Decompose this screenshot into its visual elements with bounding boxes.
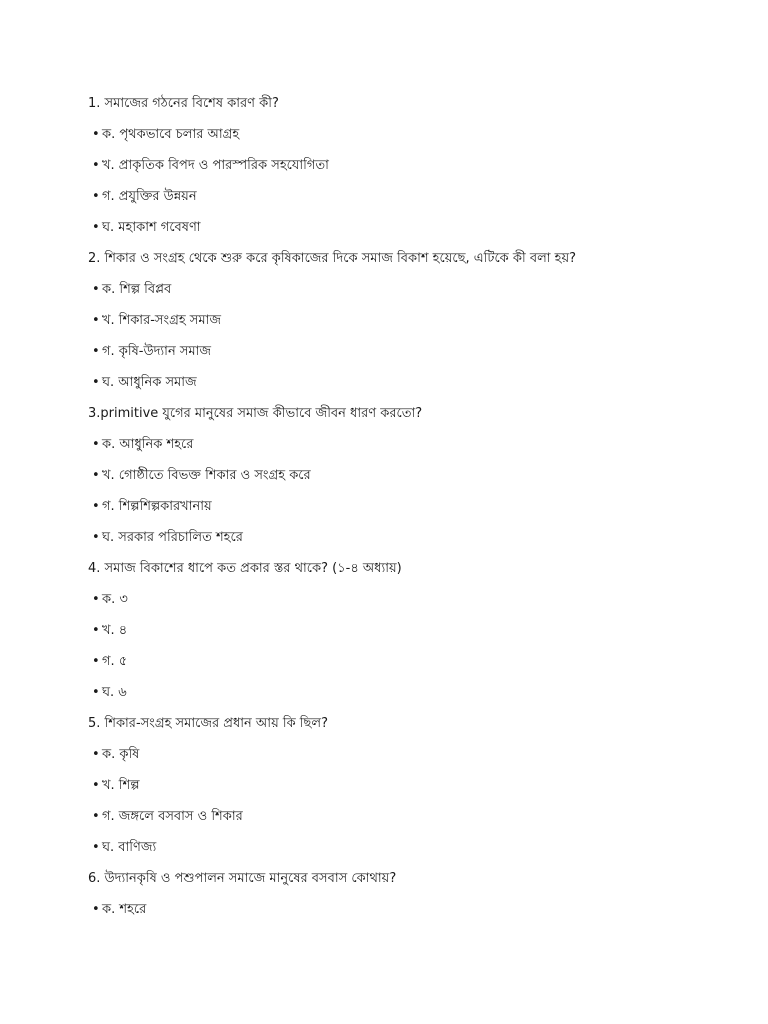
- bullet-icon: •: [92, 127, 100, 142]
- bullet-icon: •: [92, 623, 100, 638]
- question-text: 2. শিকার ও সংগ্রহ থেকে শুরু করে কৃষিকাজের দিকে সমাজ বিকাশ হয়েছে, এটিকে কী বলা হয়?: [88, 251, 577, 266]
- option-item: [88, 739, 748, 770]
- bullet-icon: •: [92, 499, 100, 514]
- bullet-icon: •: [92, 282, 100, 297]
- question-text: 4. সমাজ বিকাশের ধাপে কত প্রকার স্তর থাকে? (১-৪ অধ্যায়): [88, 561, 402, 576]
- bullet-icon: •: [92, 530, 100, 545]
- bullet-icon: •: [92, 375, 100, 390]
- option-text: ঘ. মহাকাশ গবেষণা: [102, 220, 201, 235]
- bullet-icon: •: [92, 840, 100, 855]
- option-text: ঘ. ৬: [102, 685, 127, 700]
- option-item: [88, 460, 748, 491]
- question-text: 6. উদ্যানকৃষি ও পশুপালন সমাজে মানুষের বসবাস কোথায়?: [88, 871, 397, 886]
- bullet-icon: •: [92, 468, 100, 483]
- option-text: ক. কৃষি: [102, 747, 140, 762]
- option-item: [88, 274, 748, 305]
- question-text: 5. শিকার-সংগ্রহ সমাজের প্রধান আয় কি ছিল?: [88, 716, 328, 731]
- options-list: [88, 274, 748, 398]
- option-item: [88, 150, 748, 181]
- bullet-icon: •: [92, 313, 100, 328]
- option-text: ঘ. বাণিজ্য: [102, 840, 157, 855]
- document-page: [88, 88, 748, 925]
- option-text: খ. শিল্প: [102, 778, 140, 793]
- bullet-icon: •: [92, 344, 100, 359]
- option-text: গ. ৫: [102, 654, 128, 669]
- option-text: গ. শিল্পশিল্পকারখানায়: [102, 499, 212, 514]
- bullet-icon: •: [92, 747, 100, 762]
- bullet-icon: •: [92, 809, 100, 824]
- options-list: [88, 584, 748, 708]
- bullet-icon: •: [92, 437, 100, 452]
- option-text: ক. পৃথকভাবে চলার আগ্রহ: [102, 127, 240, 142]
- option-text: ক. ৩: [102, 592, 128, 607]
- option-item: [88, 305, 748, 336]
- option-item: [88, 367, 748, 398]
- question-text: 1. সমাজের গঠনের বিশেষ কারণ কী?: [88, 96, 279, 111]
- option-item: [88, 429, 748, 460]
- options-list: [88, 739, 748, 863]
- option-text: ক. শিল্প বিপ্লব: [102, 282, 172, 297]
- option-item: [88, 615, 748, 646]
- question-block: [88, 398, 748, 553]
- option-item: [88, 119, 748, 150]
- option-text: ক. শহরে: [102, 902, 147, 917]
- option-text: ঘ. আধুনিক সমাজ: [102, 375, 197, 390]
- option-text: খ. প্রাকৃতিক বিপদ ও পারস্পরিক সহযোগিতা: [102, 158, 329, 173]
- question-text: 3.primitive যুগের মানুষের সমাজ কীভাবে জীবন ধারণ করতো?: [88, 406, 423, 421]
- question-block: [88, 553, 748, 708]
- question-block: [88, 863, 748, 925]
- question-block: [88, 243, 748, 398]
- bullet-icon: •: [92, 189, 100, 204]
- option-item: [88, 801, 748, 832]
- option-text: গ. প্রযুক্তির উন্নয়ন: [102, 189, 197, 204]
- option-text: ঘ. সরকার পরিচালিত শহরে: [102, 530, 243, 545]
- option-text: গ. জঙ্গলে বসবাস ও শিকার: [102, 809, 243, 824]
- question-block: [88, 708, 748, 863]
- option-text: খ. ৪: [102, 623, 128, 638]
- question-block: [88, 88, 748, 243]
- options-list: [88, 894, 748, 925]
- bullet-icon: •: [92, 158, 100, 173]
- option-item: [88, 336, 748, 367]
- options-list: [88, 429, 748, 553]
- bullet-icon: •: [92, 685, 100, 700]
- option-text: খ. গোষ্ঠীতে বিভক্ত শিকার ও সংগ্রহ করে: [102, 468, 311, 483]
- option-item: [88, 181, 748, 212]
- bullet-icon: •: [92, 778, 100, 793]
- option-item: [88, 832, 748, 863]
- option-item: [88, 522, 748, 553]
- option-item: [88, 770, 748, 801]
- option-text: গ. কৃষি-উদ্যান সমাজ: [102, 344, 212, 359]
- option-text: ক. আধুনিক শহরে: [102, 437, 194, 452]
- bullet-icon: •: [92, 654, 100, 669]
- bullet-icon: •: [92, 902, 100, 917]
- option-item: [88, 212, 748, 243]
- option-item: [88, 584, 748, 615]
- option-item: [88, 491, 748, 522]
- bullet-icon: •: [92, 592, 100, 607]
- bullet-icon: •: [92, 220, 100, 235]
- option-item: [88, 646, 748, 677]
- options-list: [88, 119, 748, 243]
- option-item: [88, 677, 748, 708]
- option-item: [88, 894, 748, 925]
- option-text: খ. শিকার-সংগ্রহ সমাজ: [102, 313, 222, 328]
